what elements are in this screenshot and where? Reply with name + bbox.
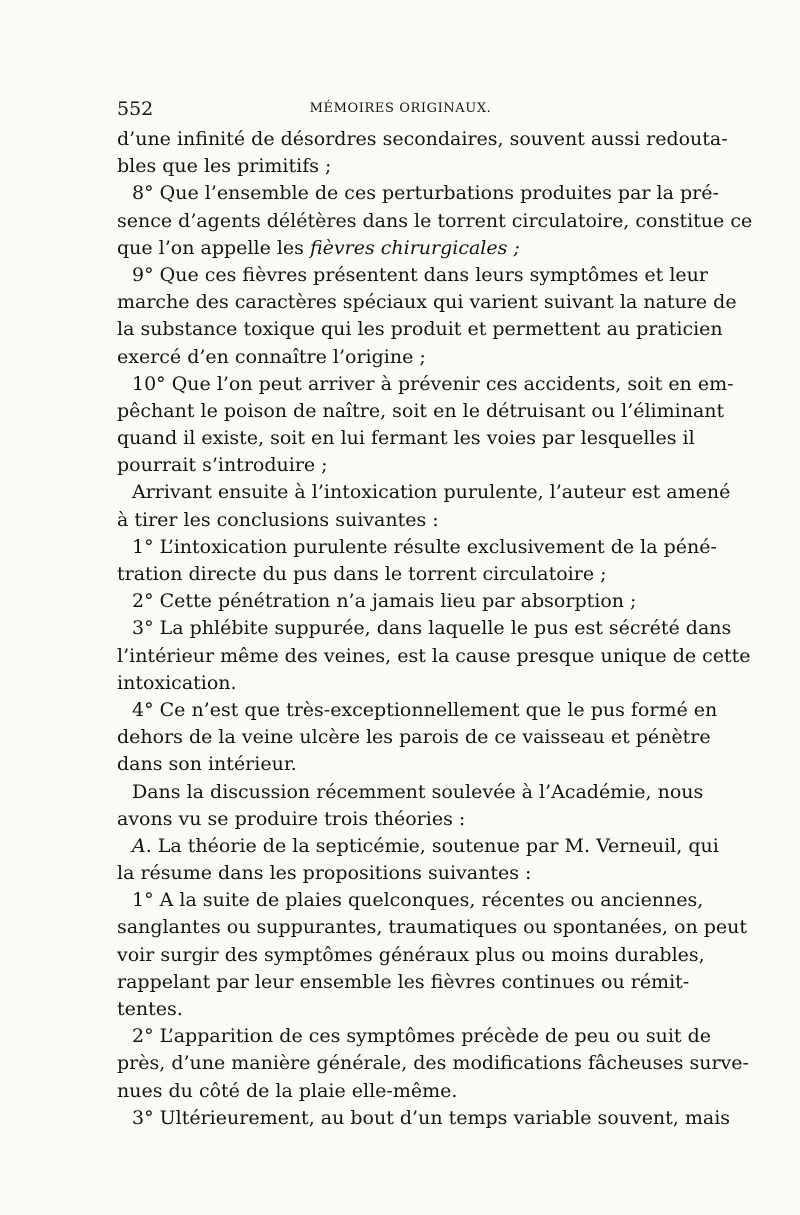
italic-text: A (132, 834, 146, 857)
text-line (117, 534, 717, 561)
line-text: voir surgir des symptômes généraux plus ou moins durables, (117, 943, 705, 966)
text-line (117, 697, 718, 724)
running-head (117, 98, 684, 126)
line-text: Arrivant ensuite à l’intoxication purulente, l’auteur est amené (132, 481, 731, 504)
line-text: Dans la discussion récemment soulevée à l’Académie, nous (132, 780, 704, 803)
text-line (117, 153, 684, 180)
line-text: près, d’une manière générale, des modifications fâcheuses surve- (117, 1052, 749, 1075)
text-line (117, 724, 711, 751)
line-text: l’intérieur même des veines, est la cause presque unique de cette (117, 644, 751, 667)
line-text: rappelant par leur ensemble les fièvres continues ou rémit- (117, 970, 690, 993)
text-line (117, 1050, 749, 1077)
line-text: à tirer les conclusions suivantes : (117, 508, 439, 531)
text-line (117, 1023, 712, 1050)
line-text: 2° Cette pénétration n’a jamais lieu par absorption ; (132, 590, 637, 613)
text-line (117, 833, 719, 860)
line-text: 3° La phlébite suppurée, dans laquelle le pus est sécrété dans (132, 617, 732, 640)
line-text: 3° Ultérieurement, au bout d’un temps variable souvent, mais (132, 1106, 731, 1129)
line-text: exercé d’en connaître l’origine ; (117, 345, 426, 368)
book-page (117, 98, 753, 1132)
line-text: avons vu se produire trois théories : (117, 807, 466, 830)
line-text: tration directe du pus dans le torrent circulatoire ; (117, 563, 607, 585)
line-text: pourrait s’introduire ; (117, 454, 328, 477)
text-line (117, 425, 695, 452)
text-line (117, 887, 704, 914)
text-line (117, 208, 753, 235)
line-text: 1° L’intoxication purulente résulte exclusivement de la péné- (132, 535, 717, 558)
text-line (117, 371, 734, 398)
line-text: quand il existe, soit en lui fermant les voies par lesquelles il (117, 427, 695, 450)
text-line (117, 452, 684, 479)
line-text: bles que les primitifs ; (117, 155, 332, 178)
text-line (117, 235, 684, 262)
line-text: d’une infinité de désordres secondaires, souvent aussi redouta- (117, 128, 728, 150)
italic-text: fièvres chirurgicales ; (309, 236, 520, 259)
text-line (117, 1105, 731, 1132)
line-text: tentes. (117, 998, 183, 1020)
line-text: 2° L’apparition de ces symptômes précède de peu ou suit de (132, 1025, 712, 1048)
line-text: dans son intérieur. (117, 753, 297, 776)
body-text (117, 126, 753, 1132)
text-line (117, 398, 725, 425)
text-line (117, 561, 684, 588)
text-line (117, 942, 705, 969)
line-text: la résume dans les propositions suivantes : (117, 862, 532, 885)
line-text: 1° A la suite de plaies quelconques, récentes ou anciennes, (132, 889, 704, 912)
line-text: la substance toxique qui les produit et permettent au praticien (117, 318, 723, 341)
line-text: 8° Que l’ensemble de ces perturbations produites par la pré- (132, 182, 719, 205)
line-text: 4° Ce n’est que très-exceptionnellement que le pus formé en (132, 698, 718, 721)
line-text: 9° Que ces fièvres présentent dans leurs symptômes et leur (132, 263, 708, 286)
text-line (117, 779, 704, 806)
line-text: que l’on appelle les (117, 236, 310, 259)
text-line (117, 670, 684, 697)
text-line (117, 344, 684, 371)
text-line (117, 615, 732, 642)
text-line (117, 289, 737, 316)
line-text: dehors de la veine ulcère les parois de ce vaisseau et pénètre (117, 726, 711, 749)
text-line (117, 316, 723, 343)
text-line (117, 996, 684, 1023)
page-number: 552 (117, 98, 154, 120)
text-line (117, 643, 751, 670)
running-head-title: MÉMOIRES ORIGINAUX. (309, 101, 492, 116)
text-line (117, 262, 708, 289)
line-text: 10° Que l’on peut arriver à prévenir ces accidents, soit en em- (132, 372, 734, 395)
line-text: . La théorie de la septicémie, soutenue par M. Verneuil, qui (145, 834, 719, 857)
text-line (117, 860, 684, 887)
text-line (117, 588, 684, 615)
text-line (117, 969, 690, 996)
line-text: sence d’agents délétères dans le torrent circulatoire, constitue ce (117, 209, 753, 232)
text-line (117, 479, 731, 506)
text-line (117, 1078, 684, 1105)
line-text: marche des caractères spéciaux qui varient suivant la nature de (117, 291, 737, 314)
text-line (117, 180, 719, 207)
line-text: intoxication. (117, 671, 237, 694)
text-line (117, 126, 728, 153)
line-text: sanglantes ou suppurantes, traumatiques ou spontanées, on peut (117, 916, 747, 939)
text-line (117, 806, 684, 833)
line-text: nues du côté de la plaie elle-même. (117, 1079, 458, 1102)
text-line (117, 507, 684, 534)
text-line (117, 751, 684, 778)
line-text: pêchant le poison de naître, soit en le détruisant ou l’éliminant (117, 399, 725, 422)
text-line (117, 914, 747, 941)
